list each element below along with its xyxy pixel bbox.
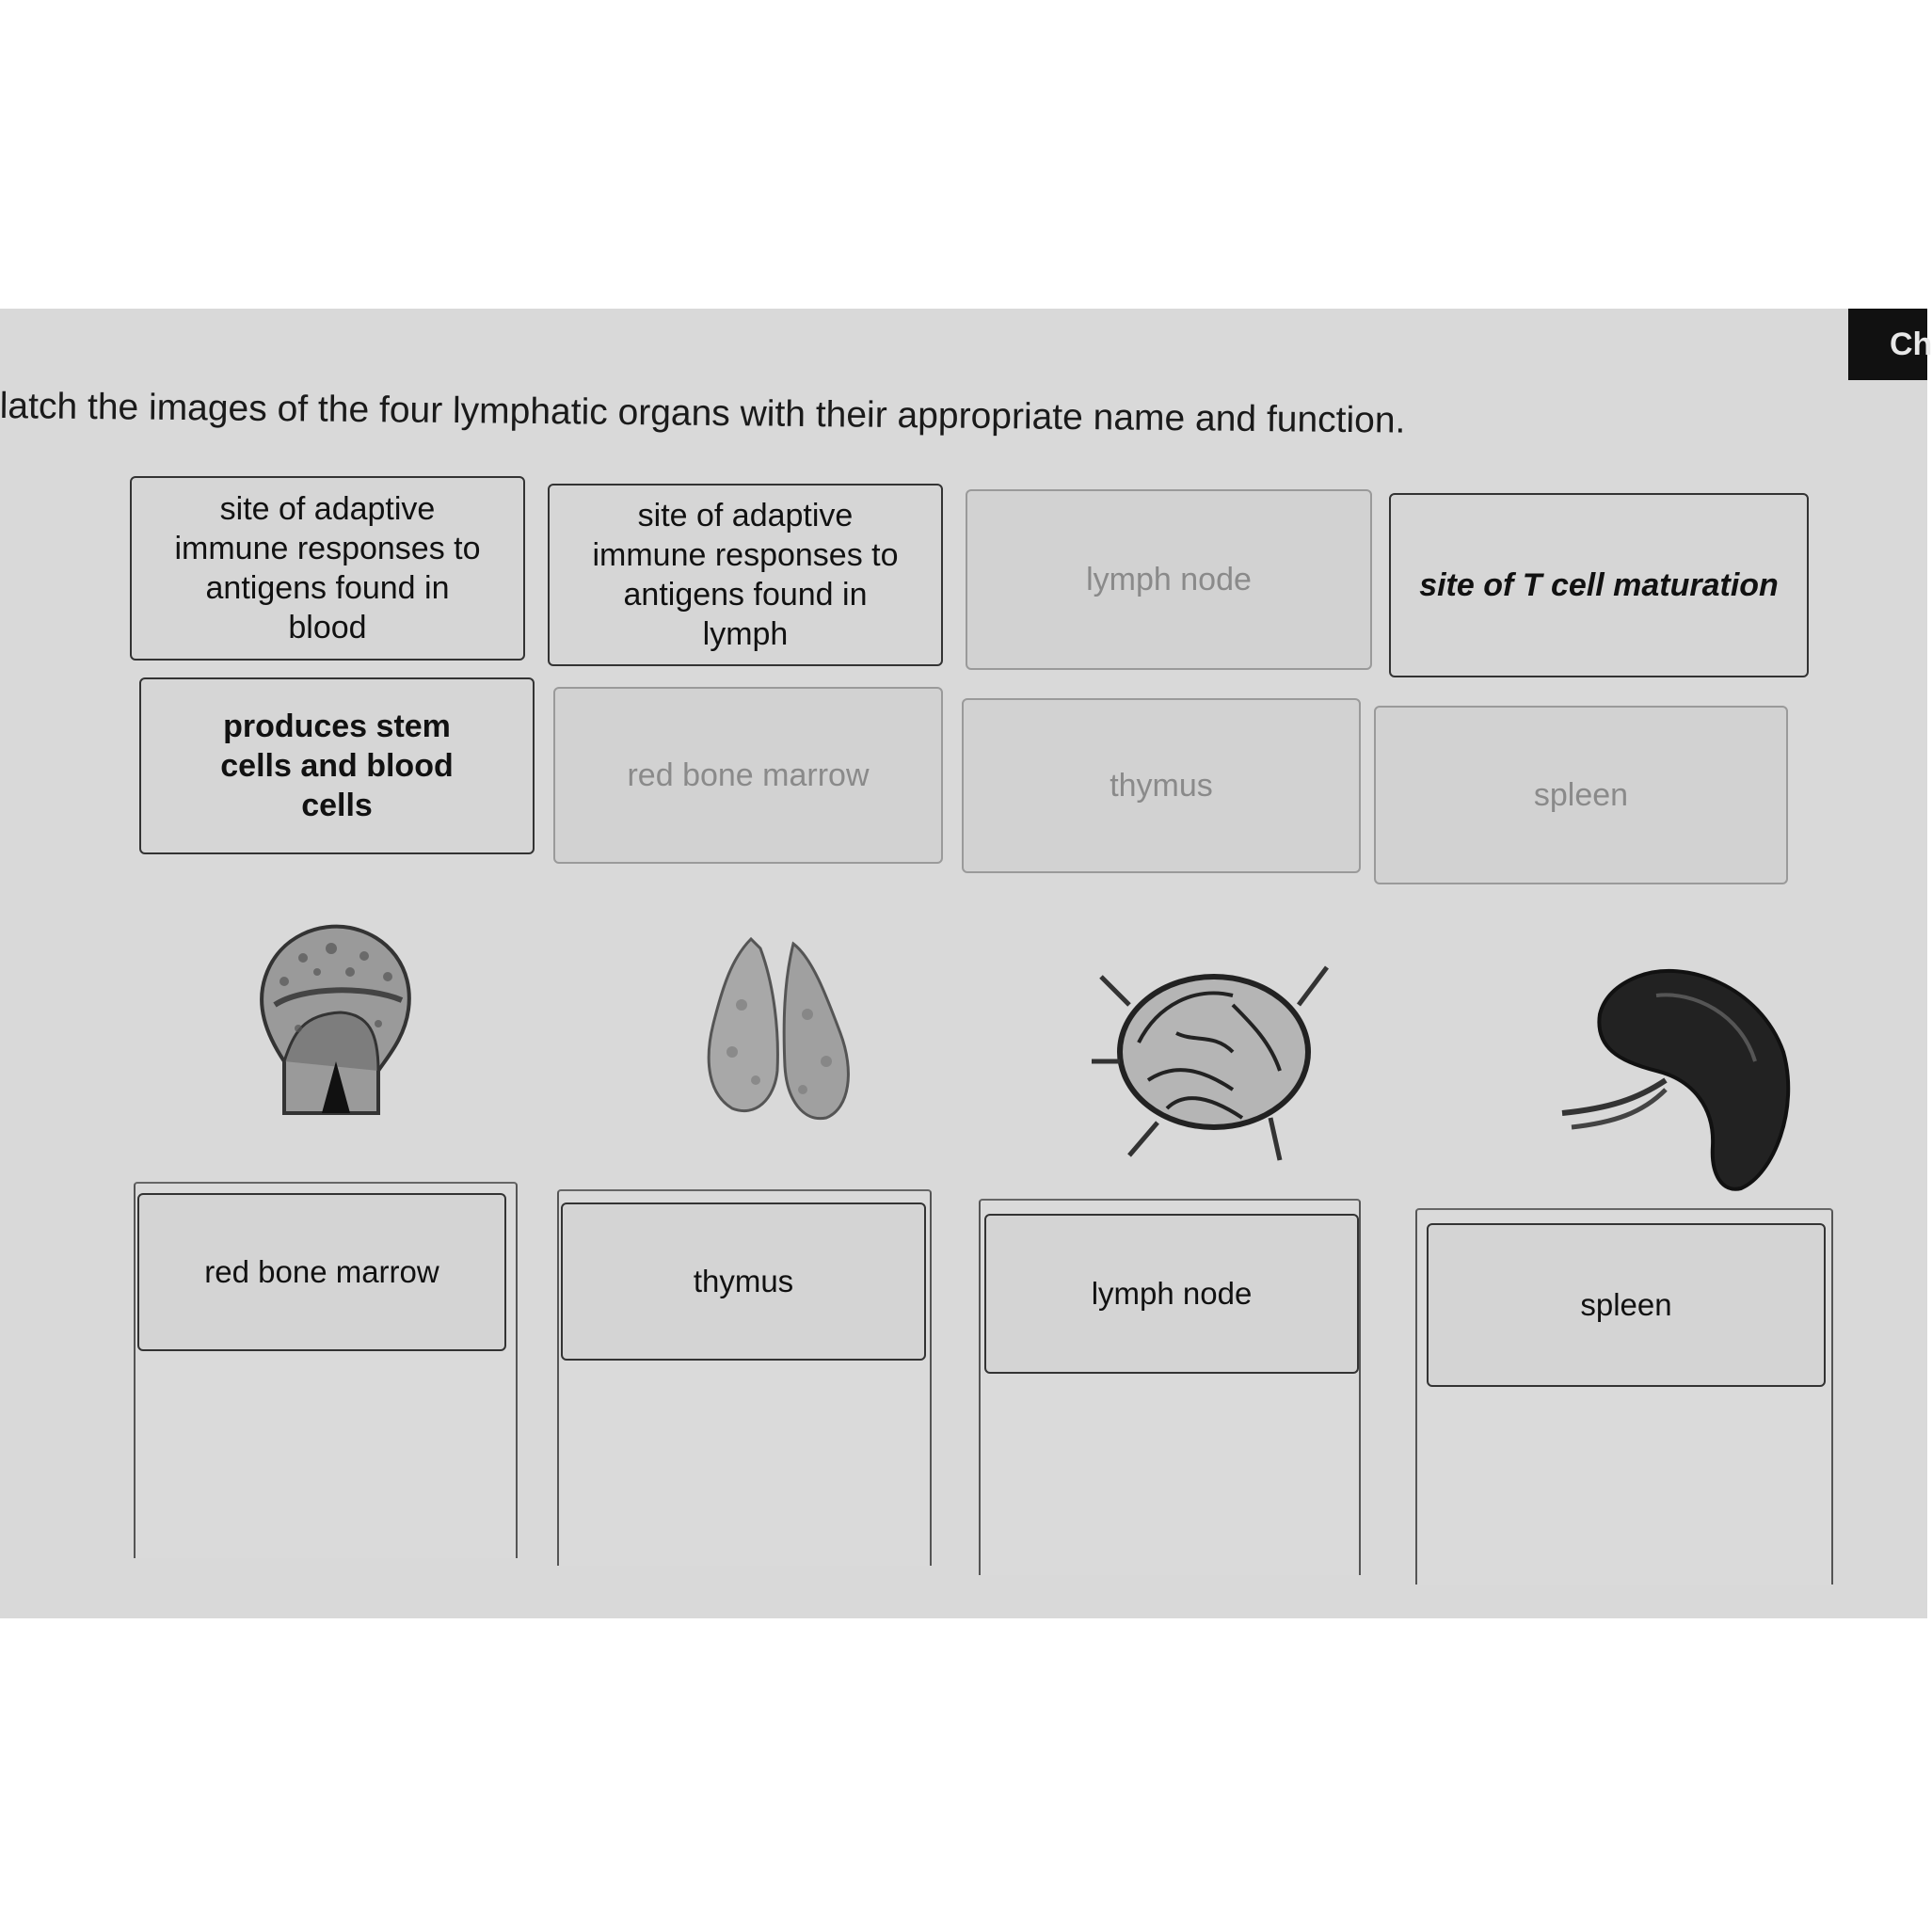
spleen-icon — [1553, 958, 1797, 1193]
choice-label: site of T cell maturation — [1419, 567, 1779, 603]
placed-label: lymph node — [1091, 1276, 1253, 1311]
placed-label: red bone marrow — [204, 1254, 439, 1289]
choice-card-spleen[interactable] — [1374, 706, 1788, 884]
choice-card-stem-cells[interactable] — [139, 677, 535, 854]
question-prompt: latch the images of the four lymphatic organs with their appropriate name and function. — [0, 386, 1406, 441]
choice-card-blood-immune[interactable] — [130, 476, 525, 661]
choice-label: site of adaptive immune responses to antigens found in blood — [174, 491, 481, 645]
choice-label: red bone marrow — [627, 757, 870, 793]
choice-label: site of adaptive immune responses to antigens found in lymph — [592, 498, 899, 652]
check-button[interactable]: Ch — [1848, 309, 1927, 380]
choice-card-t-cell[interactable] — [1389, 493, 1809, 677]
choice-card-red-bone-marrow[interactable] — [553, 687, 943, 864]
placed-card-lymph-node[interactable] — [984, 1214, 1359, 1374]
choice-card-lymph-immune[interactable] — [548, 484, 943, 666]
choice-label: produces stem cells and blood cells — [220, 709, 454, 823]
choice-label: thymus — [1110, 768, 1213, 804]
choice-card-lymph-node[interactable] — [966, 489, 1372, 670]
choice-label: spleen — [1533, 777, 1629, 813]
placed-label: spleen — [1580, 1287, 1672, 1322]
lymph-node-icon — [1092, 948, 1336, 1165]
placed-label: thymus — [693, 1264, 794, 1298]
placed-card-bone-marrow[interactable] — [137, 1193, 506, 1351]
placed-card-thymus[interactable] — [561, 1202, 926, 1361]
activity-screen — [0, 309, 1932, 1618]
placed-card-spleen[interactable] — [1427, 1223, 1826, 1387]
bone-marrow-icon — [247, 920, 425, 1118]
choice-label: lymph node — [1086, 562, 1252, 597]
thymus-icon — [685, 930, 873, 1127]
choice-card-thymus[interactable] — [962, 698, 1361, 873]
